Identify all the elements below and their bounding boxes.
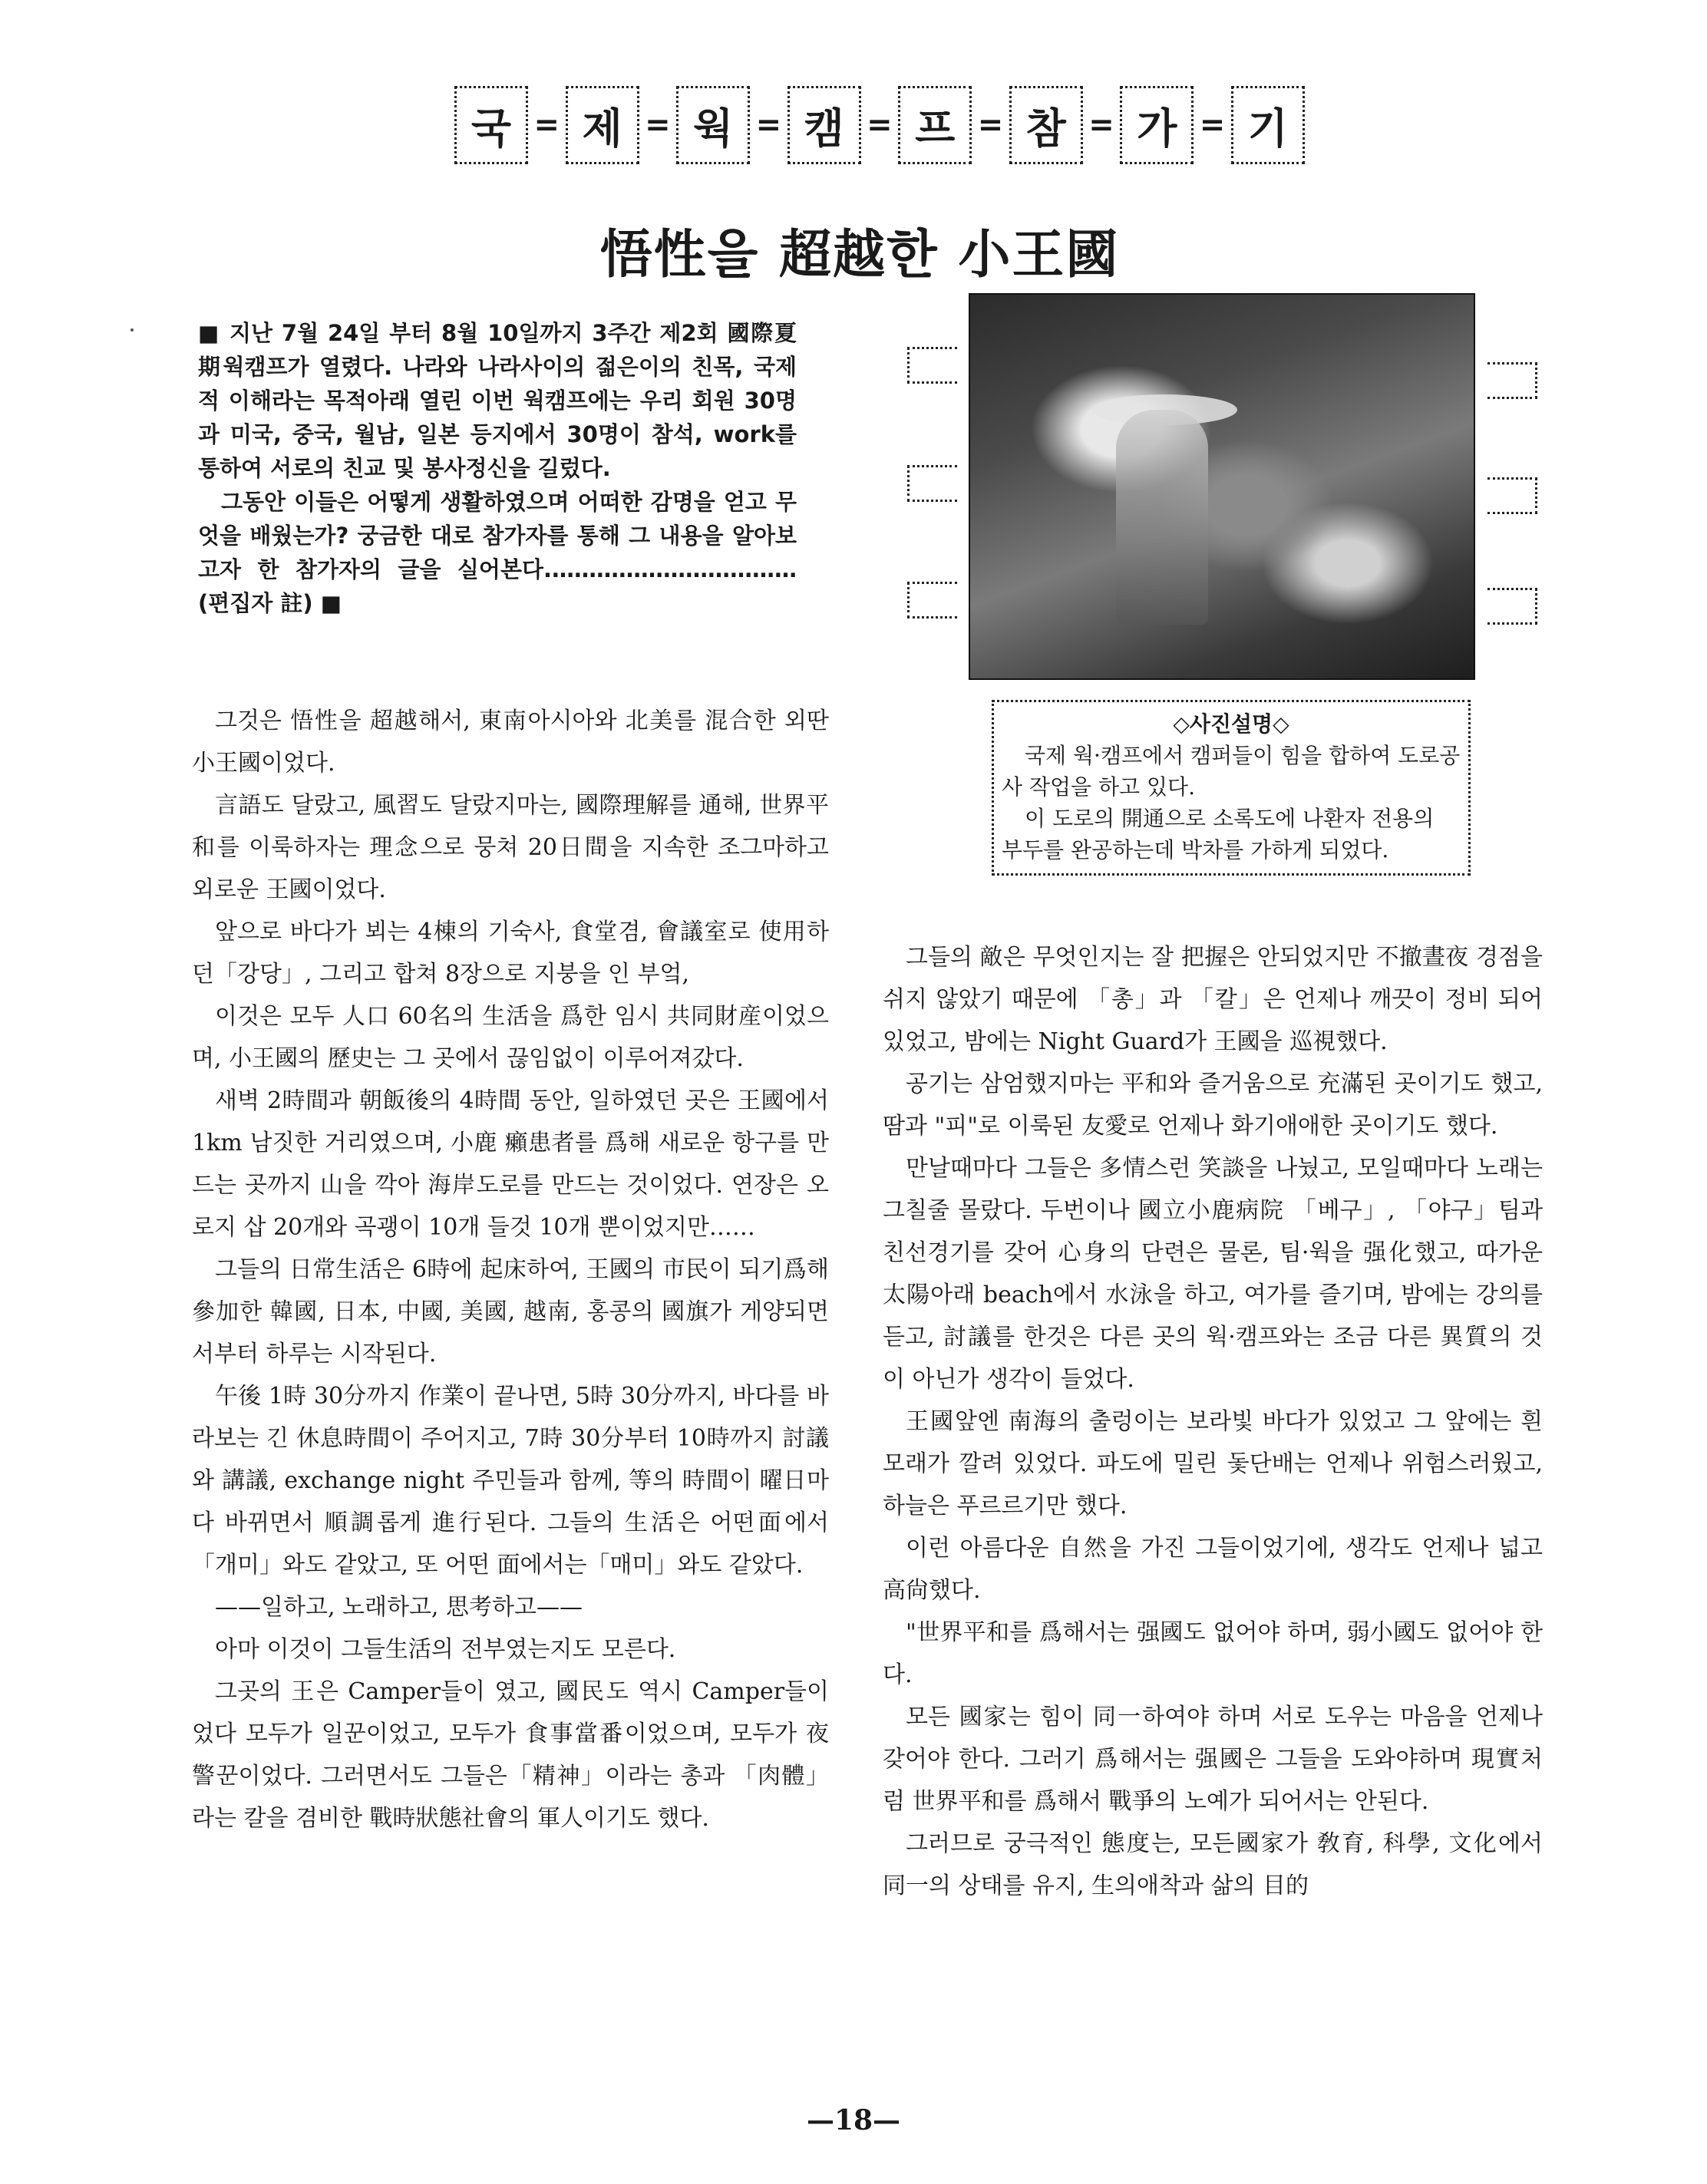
banner-char-box: 프: [898, 86, 972, 164]
banner-separator: =: [1088, 107, 1114, 143]
article-headline: 悟性을 超越한 小王國: [599, 224, 1120, 285]
banner-separator: =: [867, 107, 893, 143]
photo-dot-frame: [1487, 588, 1537, 625]
banner-char-box: 참: [1009, 86, 1083, 164]
intro-paragraph: [198, 485, 797, 620]
body-paragraph: 이것은 모두 人口 60名의 生活을 爲한 임시 共同財産이었으며, 小王國의 歷史는 그 곳에서 끊임없이 이루어져갔다.: [192, 1003, 829, 1072]
body-paragraph: 그것은 悟性을 超越해서, 東南아시아와 北美를 混合한 외딴 小王國이었다.: [192, 708, 829, 777]
body-paragraph: 이런 아름다운 自然을 가진 그들이었기에, 생각도 언제나 넓고 高尙했다.: [883, 1535, 1544, 1604]
road-work-photo: [969, 293, 1475, 680]
photo-dot-frame: [907, 347, 957, 384]
title-banner: [454, 83, 1305, 167]
body-paragraph: 言語도 달랐고, 風習도 달랐지마는, 國際理解를 通해, 世界平和를 이룩하자는 理念으로 뭉쳐 20日間을 지속한 조그마하고 외로운 王國이었다.: [192, 792, 829, 903]
print-speck: [130, 328, 134, 332]
body-paragraph: 王國앞엔 南海의 출렁이는 보라빛 바다가 있었고 그 앞에는 흰모래가 깔려 있었다. 파도에 밀린 돛단배는 언제나 위험스러웠고, 하늘은 푸르르기만 했다.: [883, 1408, 1543, 1519]
right-column: [883, 936, 1543, 1907]
caption-title: ◇사진설명◇: [1173, 711, 1289, 737]
photo-dot-frame: [1487, 362, 1537, 399]
photo-dot-frame: [907, 582, 957, 619]
intro-paragraph: ■ 지난 7월 24일 부터 8월 10일까지 3주간 제2회 國際夏期웍캠프가 열렸다. 나라와 나라사이의 젊은이의 친목, 국제적 이해라는 목적아래 열린 이번 웍캠프에는 우리 회원 30명과 미국, 중국, 월남, 일본 등지에서 30명이 참석, work를 통하여 서로의 친교 및 봉사정신을 길렀다.: [198, 320, 797, 481]
intro-paragraph-text: 그동안 이들은 어떻게 생활하였으며 어떠한 감명을 얻고 무엇을 배웠는가? 궁금한 대로 참가자를 통해 그 내용을 알아보고자 한 참가자의 글을 실어본다.: [198, 489, 797, 582]
page-number: —18—: [806, 2104, 901, 2136]
body-paragraph: 새벽 2時間과 朝飯後의 4時間 동안, 일하였던 곳은 王國에서 1km 남짓한 거리였으며, 小鹿 癩患者를 爲해 새로운 항구를 만드는 곳까지 山을 깍아 海岸도로를 만드는 것이었다. 연장은 오로지 삽 20개와 곡괭이 10개 들것 10개 뿐이었지만……: [192, 1087, 829, 1241]
banner-char-box: 웍: [676, 86, 750, 164]
body-paragraph: 앞으로 바다가 뵈는 4棟의 기숙사, 食堂겸, 會議室로 使用하던「강당」, 그리고 합쳐 8장으로 지붕을 인 부엌,: [192, 919, 829, 988]
banner-char-box: 가: [1120, 86, 1194, 164]
body-paragraph: 그러므로 궁극적인 態度는, 모든國家가 敎育, 科學, 文化에서 同一의 상태를 유지, 生의애착과 삶의 目的: [883, 1830, 1543, 1899]
banner-char-box: 제: [566, 86, 639, 164]
body-paragraph: ——일하고, 노래하고, 思考하고——: [215, 1594, 583, 1621]
banner-separator: =: [755, 107, 782, 143]
intro-leader-dots: ……………………………: [552, 556, 797, 582]
body-paragraph: 만날때마다 그들은 多情스런 笑談을 나눴고, 모일때마다 노래는 그칠줄 몰랐다. 두번이나 國立小鹿病院 「베구」, 「야구」팀과 친선경기를 갖어 心身의 단련은 물론, 팀·웍을 强化했고, 따가운 太陽아래 beach에서 水泳을 하고, 여가를 즐기며, 밤에는 강의를 듣고, 討議를 한것은 다른 곳의 웍·캠프와는 조금 다른 異質의 것이 아닌가 생각이 들었다.: [883, 1155, 1543, 1393]
body-paragraph: 공기는 삼엄했지마는 平和와 즐거움으로 充滿된 곳이기도 했고, 땀과 "피"로 이룩된 友愛로 언제나 화기애애한 곳이기도 했다.: [883, 1071, 1543, 1140]
body-paragraph: 모든 國家는 힘이 同一하여야 하며 서로 도우는 마음을 언제나 갖어야 한다. 그러기 爲해서는 强國은 그들을 도와야하며 現實처럼 世界平和를 爲해서 戰爭의 노예가 되어서는 안된다.: [883, 1704, 1543, 1815]
banner-separator: =: [645, 107, 671, 143]
caption-paragraph: 이 도로의 開通으로 소록도에 나환자 전용의 부두를 완공하는데 박차를 가하게 되었다.: [1002, 806, 1435, 863]
body-paragraph: "世界平和를 爲해서는 强國도 없어야 하며, 弱小國도 없어야 한다.: [883, 1619, 1543, 1688]
photo-dot-frame: [907, 465, 957, 502]
body-paragraph: 그곳의 王은 Camper들이 였고, 國民도 역시 Camper들이었다 모두가 일꾼이었고, 모두가 食事當番이었으며, 모두가 夜警꾼이었다. 그러면서도 그들은「精神」이라는 총과 「肉體」라는 칼을 겸비한 戰時狀態社會의 軍人이기도 했다.: [192, 1678, 829, 1832]
body-paragraph: 午後 1時 30分까지 作業이 끝나면, 5時 30分까지, 바다를 바라보는 긴 休息時間이 주어지고, 7時 30分부터 10時까지 討議와 講議, exchange night 주민들과 함께, 等의 時間이 曜日마다 바뀌면서 順調롭게 進行된다. 그들의 生活은 어떤面에서 「개미」와도 같았고, 또 어떤 面에서는「매미」와도 같았다.: [192, 1383, 829, 1579]
body-paragraph: 그들의 敵은 무엇인지는 잘 把握은 안되었지만 不撤晝夜 경점을 쉬지 않았기 때문에 「총」과 「칼」은 언제나 깨끗이 정비 되어 있었고, 밤에는 Night Guard가 王國을 巡視했다.: [883, 944, 1543, 1055]
body-paragraph: 그들의 日常生活은 6時에 起床하여, 王國의 市民이 되기爲해 參加한 韓國, 日本, 中國, 美國, 越南, 홍콩의 國旗가 게양되면서부터 하루는 시작된다.: [192, 1256, 829, 1367]
caption-paragraph: 국제 웍·캠프에서 캠퍼들이 힘을 합하여 도로공사 작업을 하고 있다.: [1002, 743, 1461, 800]
photo-dot-frame: [1487, 477, 1537, 514]
body-paragraph: 아마 이것이 그들生活의 전부였는지도 모른다.: [215, 1636, 676, 1663]
banner-separator: =: [977, 107, 1004, 143]
left-column: [192, 700, 829, 1839]
banner-char-box: 기: [1231, 86, 1305, 164]
banner-separator: =: [1199, 107, 1226, 143]
editor-intro: [198, 316, 797, 620]
banner-char-box: 캠: [787, 86, 861, 164]
intro-editor-note: (편집자 註) ■: [198, 590, 342, 616]
photo-caption: [992, 700, 1471, 876]
photo-worker-shape: [1116, 410, 1208, 625]
banner-separator: =: [533, 107, 560, 143]
banner-char-box: 국: [454, 86, 528, 164]
